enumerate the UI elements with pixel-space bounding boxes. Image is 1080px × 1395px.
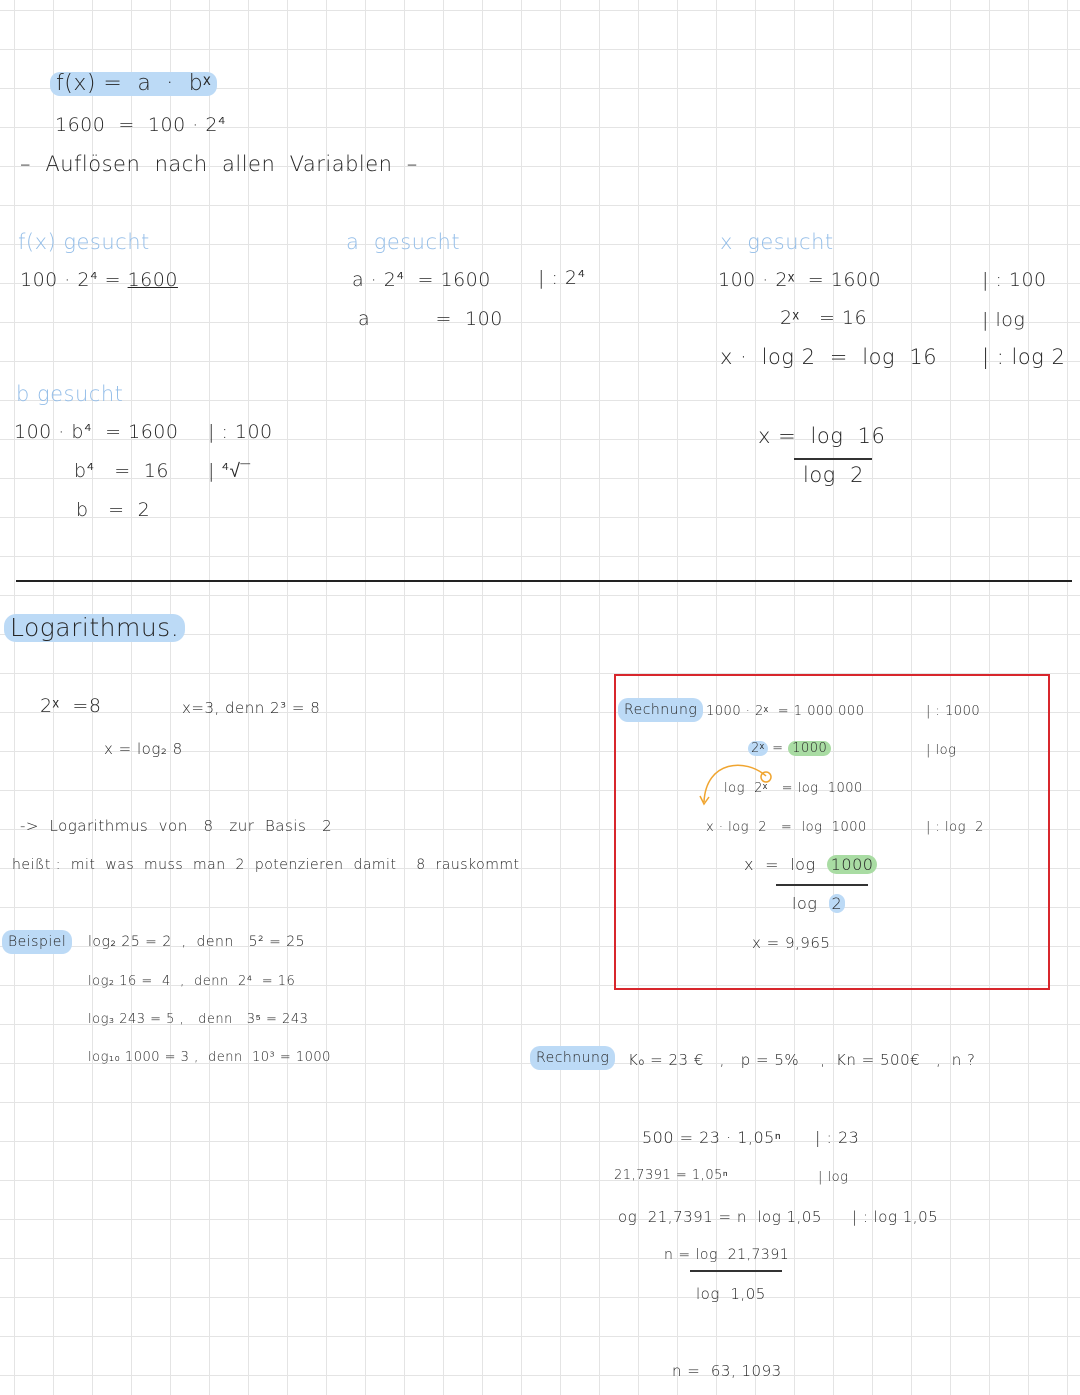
example-label: Beispiel [2, 930, 72, 954]
b-line-3: b = 2 [76, 499, 151, 521]
calc1-line-1: 1000 · 2ˣ = 1 000 000 [706, 704, 865, 719]
denominator-text: log [792, 894, 829, 913]
b-line-1: 100 · b⁴ = 1600 [14, 421, 179, 443]
log-example-3: x = log₂ 8 [104, 740, 183, 758]
a-line-2: a = 100 [358, 308, 503, 330]
b-heading: b gesucht [16, 382, 124, 406]
example-row: log₃ 243 = 5 , denn 3⁵ = 243 [88, 1012, 309, 1027]
log-definition: -> Logarithmus von 8 zur Basis 2 [20, 817, 333, 835]
section-heading: – Auflösen nach allen Variablen – [20, 152, 418, 176]
fx-result: 1600 [127, 269, 178, 291]
fx-equation [20, 268, 178, 292]
x-op-3: | : log 2 [982, 345, 1066, 369]
fx-heading: f(x) gesucht [18, 230, 150, 254]
fraction-bar [794, 458, 872, 460]
a-op-1: | : 2⁴ [538, 267, 586, 289]
b-op-1: | : 100 [208, 421, 273, 443]
example-equation: 1600 = 100 · 2⁴ [55, 114, 227, 136]
calc1-line-3: log 2ˣ = log 1000 [724, 781, 863, 796]
example-row: log₂ 16 = 4 , denn 2⁴ = 16 [88, 974, 296, 989]
calc2-label: Rechnung [530, 1046, 615, 1070]
calc2-op-1: | : 23 [815, 1128, 860, 1147]
calc1-result: x = 9,965 [752, 934, 831, 952]
highlighted-base: 2 [829, 894, 846, 913]
section-divider [16, 580, 1072, 582]
calc1-label: Rechnung [618, 698, 703, 722]
calc1-op-4: | : log 2 [926, 820, 984, 835]
calc2-given: K₀ = 23 € , p = 5% , Kn = 500€ , n ? [628, 1051, 976, 1069]
calc1-fraction-numerator [744, 853, 877, 877]
calc1-fraction-denominator [792, 892, 845, 916]
b-op-2: | ⁴√‾ [208, 460, 251, 482]
example-row: log₂ 25 = 2 , denn 5² = 25 [88, 934, 306, 950]
calc2-op-2: | log [818, 1170, 849, 1185]
calc2-line-3: og 21,7391 = n log 1,05 [618, 1208, 822, 1226]
calc2-op-3: | : log 1,05 [852, 1208, 939, 1226]
logarithm-title: Logarithmus. [4, 614, 185, 642]
equals-sign: = [767, 741, 789, 756]
highlighted-value: 1000 [788, 741, 831, 756]
log-example-2: x=3, denn 2³ = 8 [182, 699, 321, 717]
calc1-line-4: x · log 2 = log 1000 [706, 820, 867, 835]
fx-lhs: 100 · 2⁴ = [20, 269, 128, 291]
x-op-2: | log [982, 309, 1026, 331]
numerator-text: x = log [744, 855, 827, 874]
calc1-op-1: | : 1000 [926, 704, 981, 719]
x-line-3: x · log 2 = log 16 [720, 345, 938, 369]
x-op-1: | : 100 [982, 269, 1047, 291]
b-line-2: b⁴ = 16 [74, 460, 169, 482]
a-line-1: a · 2⁴ = 1600 [352, 269, 491, 291]
calc2-fraction-denominator: log 1,05 [696, 1285, 766, 1303]
fraction-bar [776, 884, 868, 886]
log-example-1: 2ˣ =8 [40, 695, 102, 717]
highlighted-base: 2ˣ [748, 741, 768, 756]
log-meaning: heißt : mit was muss man 2 potenzieren damit 8 rauskommt [12, 857, 520, 873]
calc1-line-2 [748, 737, 831, 761]
exponent-arrow-icon [696, 762, 776, 812]
calc2-line-2: 21,7391 = 1,05ⁿ [614, 1168, 729, 1183]
fraction-bar [690, 1270, 782, 1272]
x-fraction-denominator: log 2 [803, 463, 864, 487]
x-fraction-numerator: x = log 16 [758, 424, 886, 448]
calc2-line-1: 500 = 23 · 1,05ⁿ [642, 1128, 782, 1147]
calc1-op-2: | log [926, 743, 957, 758]
example-row: log₁₀ 1000 = 3 , denn 10³ = 1000 [88, 1050, 331, 1065]
calc2-fraction-numerator: n = log 21,7391 [664, 1247, 790, 1263]
x-line-2: 2ˣ = 16 [780, 307, 868, 329]
x-heading: x gesucht [720, 230, 834, 254]
x-line-1: 100 · 2ˣ = 1600 [718, 269, 882, 291]
general-formula: f(x) = a · bˣ [50, 72, 217, 96]
calc2-result: n = 63, 1093 [672, 1362, 782, 1380]
a-heading: a gesucht [346, 230, 461, 254]
highlighted-value: 1000 [827, 855, 878, 874]
